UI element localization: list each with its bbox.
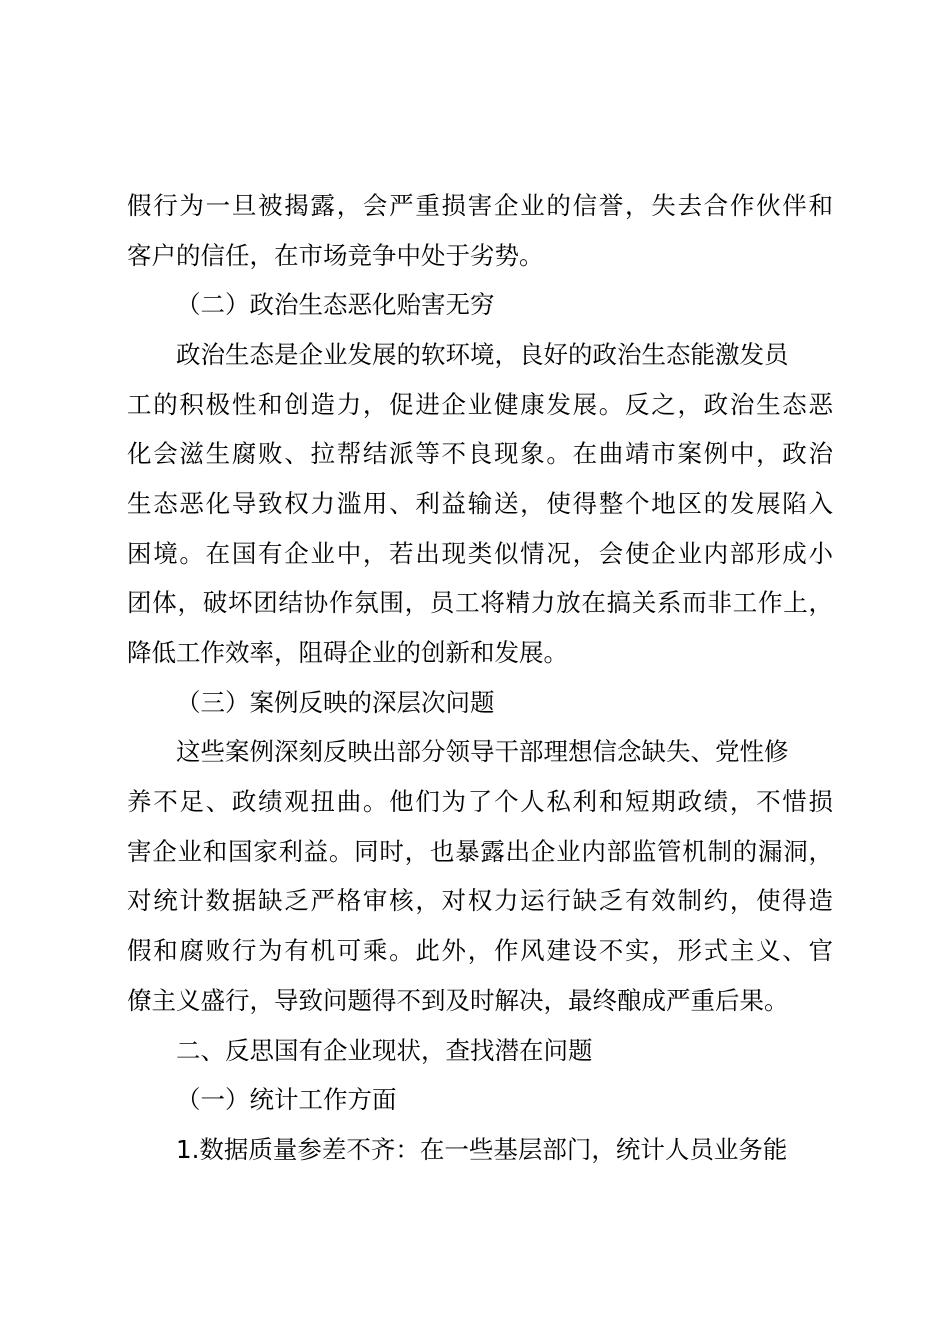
body-text-line: 假行为一旦被揭露，会严重损害企业的信誉，失去合作伙伴和 xyxy=(127,191,833,220)
section-heading: （一）统计工作方面 xyxy=(176,1085,397,1114)
body-text-line: 困境。在国有企业中，若出现类似情况，会使企业内部形成小 xyxy=(127,539,833,568)
body-text-line: 工的积极性和创造力，促进企业健康发展。反之，政治生态恶 xyxy=(127,390,833,419)
body-text-line: 僚主义盛行，导致问题得不到及时解决，最终酿成严重后果。 xyxy=(127,986,789,1015)
body-text-line: 对统计数据缺乏严格审核，对权力运行缺乏有效制约，使得造 xyxy=(127,886,833,915)
section-heading: （二）政治生态恶化贻害无穷 xyxy=(176,290,495,319)
list-item-line: 1.数据质量参差不齐：在一些基层部门，统计人员业务能 xyxy=(176,1135,788,1164)
section-heading: （三）案例反映的深层次问题 xyxy=(176,688,495,717)
body-text-line: 客户的信任，在市场竞争中处于劣势。 xyxy=(127,241,544,270)
paragraph-first-line: 政治生态是企业发展的软环境，良好的政治生态能激发员 xyxy=(176,340,789,369)
body-text-line: 养不足、政绩观扭曲。他们为了个人私利和短期政绩，不惜损 xyxy=(127,787,833,816)
chapter-heading: 二、反思国有企业现状，查找潜在问题 xyxy=(176,1036,593,1065)
body-text-line: 降低工作效率，阻碍企业的创新和发展。 xyxy=(127,638,568,667)
body-text-line: 假和腐败行为有机可乘。此外，作风建设不实，形式主义、官 xyxy=(127,936,833,965)
body-text-line: 生态恶化导致权力滥用、利益输送，使得整个地区的发展陷入 xyxy=(127,489,833,518)
paragraph-first-line: 这些案例深刻反映出部分领导干部理想信念缺失、党性修 xyxy=(176,737,789,766)
body-text-line: 团体，破坏团结协作氛围，员工将精力放在搞关系而非工作上， xyxy=(127,588,833,617)
body-text-line: 化会滋生腐败、拉帮结派等不良现象。在曲靖市案例中，政治 xyxy=(127,439,833,468)
body-text-line: 害企业和国家利益。同时，也暴露出企业内部监管机制的漏洞， xyxy=(127,837,833,866)
